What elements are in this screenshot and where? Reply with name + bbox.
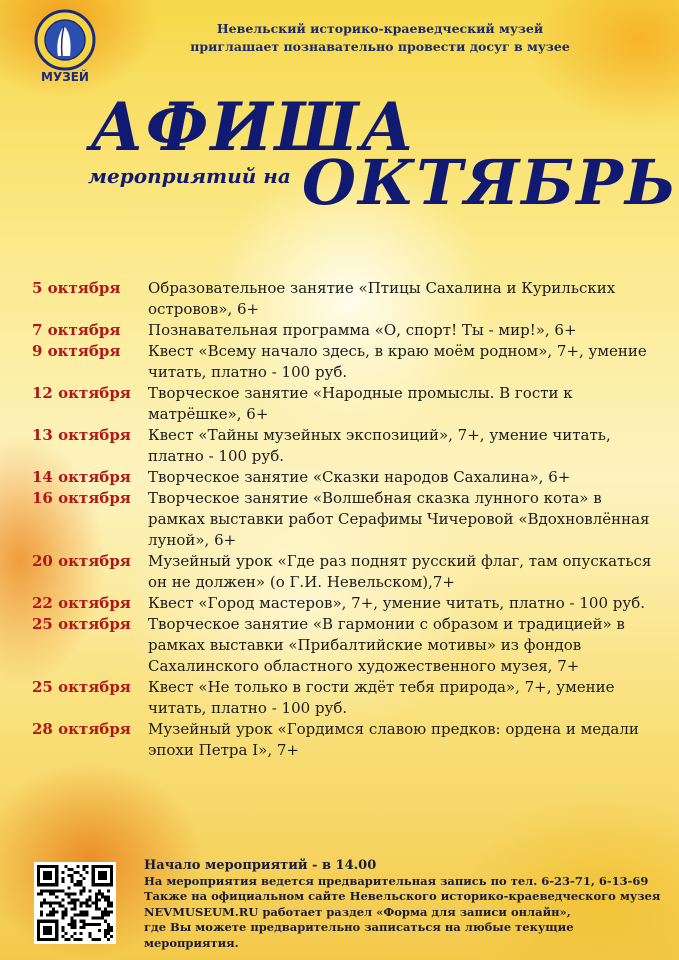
event-row bbox=[32, 320, 662, 341]
event-row bbox=[32, 719, 662, 761]
event-description: Музейный урок «Где раз поднят русский флаг, там опускаться он не должен» (о Г.И. Невельском),7+ bbox=[148, 552, 652, 591]
event-description: Творческое занятие «Волшебная сказка лунного кота» в рамках выставки работ Серафимы Чичеровой «Вдохновлённая луной», 6+ bbox=[148, 489, 650, 549]
event-description: Творческое занятие «В гармонии с образом и традицией» в рамках выставки «Прибалтийские мотивы» из фондов Сахалинского областного художественного музея, 7+ bbox=[148, 615, 625, 675]
page-title-month: ОКТЯБРЬ bbox=[302, 146, 678, 219]
event-date: 20 октября bbox=[32, 552, 131, 570]
event-description: Квест «Тайны музейных экспозиций», 7+, умение читать, платно - 100 руб. bbox=[148, 426, 611, 465]
event-row bbox=[32, 467, 662, 488]
page-title: АФИША bbox=[90, 88, 417, 166]
event-date: 16 октября bbox=[32, 489, 131, 507]
event-row bbox=[32, 278, 662, 320]
event-description: Познавательная программа «О, спорт! Ты - мир!», 6+ bbox=[148, 321, 577, 339]
header-line-1: Невельский историко-краеведческий музей bbox=[216, 21, 544, 36]
footer-note: где Вы можете предварительно записаться на любые текущие мероприятия. bbox=[144, 920, 574, 950]
event-date: 25 октября bbox=[32, 615, 131, 633]
events-list bbox=[32, 278, 662, 761]
event-row bbox=[32, 551, 662, 593]
event-row bbox=[32, 614, 662, 677]
event-date: 14 октября bbox=[32, 468, 131, 486]
event-date: 7 октября bbox=[32, 321, 121, 339]
event-description: Музейный урок «Гордимся славою предков: ордена и медали эпохи Петра I», 7+ bbox=[148, 720, 639, 759]
event-description: Творческое занятие «Народные промыслы. В гости к матрёшке», 6+ bbox=[148, 384, 573, 423]
header-line-2: приглашает познавательно провести досуг в музее bbox=[190, 39, 570, 54]
event-row bbox=[32, 383, 662, 425]
footer-phone: На мероприятия ведется предварительная запись по тел. 6-23-71, 6-13-69 bbox=[144, 873, 649, 888]
event-date: 22 октября bbox=[32, 594, 131, 612]
footer-site-line: Также на официальном сайте Невельского историко-краеведческого музея bbox=[144, 889, 661, 903]
event-row bbox=[32, 677, 662, 719]
event-row bbox=[32, 488, 662, 551]
event-description: Образовательное занятие «Птицы Сахалина и Курильских островов», 6+ bbox=[148, 279, 616, 318]
event-date: 13 октября bbox=[32, 426, 131, 444]
event-description: Квест «Не только в гости ждёт тебя природа», 7+, умение читать, платно - 100 руб. bbox=[148, 678, 615, 717]
footer-info bbox=[144, 858, 664, 951]
page-subtitle: мероприятий на bbox=[88, 164, 291, 188]
qr-code-icon bbox=[37, 865, 113, 941]
event-description: Квест «Всему начало здесь, в краю моём родном», 7+, умение читать, платно - 100 руб. bbox=[148, 342, 647, 381]
event-date: 25 октября bbox=[32, 678, 131, 696]
event-row bbox=[32, 425, 662, 467]
footer-start-time: Начало мероприятий - в 14.00 bbox=[144, 858, 377, 873]
event-description: Творческое занятие «Сказки народов Сахалина», 6+ bbox=[148, 468, 571, 486]
event-date: 5 октября bbox=[32, 279, 121, 297]
event-row bbox=[32, 341, 662, 383]
logo-label: МУЗЕЙ bbox=[41, 70, 89, 84]
page-header bbox=[120, 20, 640, 56]
museum-logo bbox=[28, 8, 102, 88]
museum-emblem-icon bbox=[28, 8, 102, 72]
event-row bbox=[32, 593, 662, 614]
footer-website[interactable]: NEVMUSEUM.RU работает раздел «Форма для записи онлайн», bbox=[144, 904, 571, 919]
event-date: 12 октября bbox=[32, 384, 131, 402]
event-date: 9 октября bbox=[32, 342, 121, 360]
event-description: Квест «Город мастеров», 7+, умение читать, платно - 100 руб. bbox=[148, 594, 645, 612]
qr-code[interactable] bbox=[34, 862, 116, 944]
event-date: 28 октября bbox=[32, 720, 131, 738]
